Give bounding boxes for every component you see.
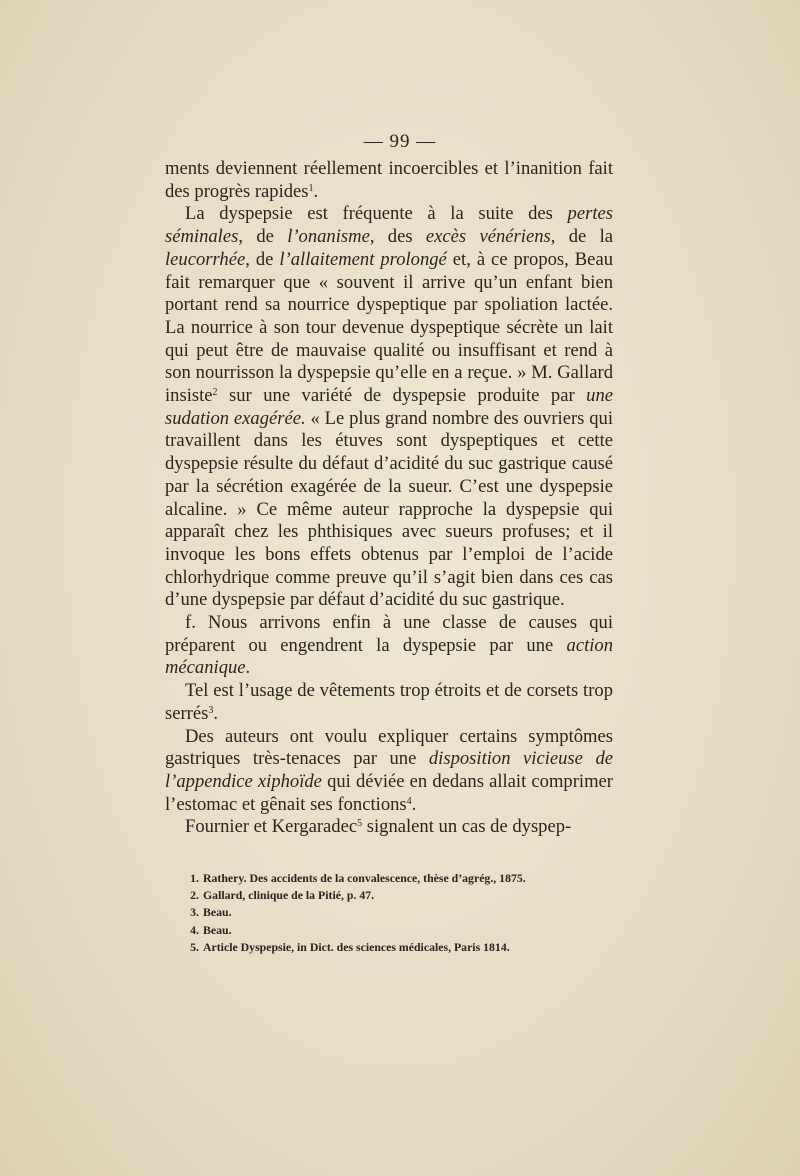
paragraph: [165, 680, 613, 725]
footnote-number: 3.: [190, 905, 199, 920]
text-run: Fournier et Kergaradec: [185, 816, 358, 838]
italic-term: l’onanisme: [287, 226, 370, 248]
paragraph: [165, 158, 613, 203]
footnote-number: 1.: [190, 871, 199, 885]
text-run: .: [411, 793, 417, 815]
text-run: .: [313, 180, 319, 202]
footnote-text: Article Dyspepsie, in Dict. des sciences médicales, Paris 1814.: [203, 939, 510, 954]
footnote-ref: 5: [357, 818, 363, 830]
footnote: [177, 887, 617, 904]
text-run: sur une variété de dyspepsie produite par: [217, 385, 587, 407]
footnote-text: Beau.: [203, 905, 232, 920]
text-run: signalent un cas de dyspep-: [362, 816, 572, 838]
text-run: , de: [245, 248, 280, 270]
italic-term: pertes séminales: [165, 203, 613, 248]
footnote-ref: 3: [208, 704, 214, 716]
text-run: , de: [238, 226, 288, 248]
italic-term: action mécanique: [165, 634, 613, 679]
italic-term: excès vénériens: [425, 226, 551, 248]
text-run: « Le plus grand nombre des ouvriers qui travaillent dans les étuves sont dyspeptiques et cette dyspepsie résulte du défaut d’acidité du suc gastrique causé par la sécrétion exagérée de la sueur. C’est une dyspepsie alcaline. » Ce même auteur rapproche la dyspepsie qui apparaît chez les phthisiques avec sueurs profuses; et il invoque les bons effets obtenus par l’emploi de l’acide chlorhydrique comme preuve qu’il s’agit bien dans ces cas d’une dyspepsie par défaut d’acidité du suc gastrique.: [165, 407, 613, 611]
footnote: [177, 870, 617, 887]
footnote-number: 2.: [190, 888, 199, 903]
footnote: [177, 904, 617, 921]
italic-term: leucorrhée: [165, 248, 246, 270]
footnote: [177, 939, 617, 956]
body-text: [165, 158, 613, 839]
text-run: .: [245, 657, 251, 679]
text-run: La dyspepsie est fréquente à la suite des: [185, 203, 568, 225]
footnote-ref: 2: [212, 387, 218, 399]
text-run: , des: [369, 226, 426, 248]
italic-term: l’allaitement prolongé: [279, 248, 447, 270]
footnote-text: Beau.: [203, 922, 232, 937]
footnote-text: Rathery. Des accidents de la convalescence, thèse d’agrég., 1875.: [203, 871, 526, 885]
paragraph: [165, 612, 613, 680]
text-run: ments deviennent réellement incoercibles et l’inanition fait des progrès rapides: [165, 158, 613, 202]
page-number: — 99 —: [363, 131, 437, 152]
text-run: .: [213, 702, 219, 724]
footnote-number: 4.: [190, 922, 199, 937]
text-run: et, à ce propos, Beau fait remarquer que « souvent il arrive qu’un enfant bien portant rend sa nourrice dyspeptique par spoliation lactée. La nourrice à son tour devenue dyspeptique sécrète un lait qui peut être de mauvaise qualité ou insuffisant et rend à son nourrisson la dyspepsie qu’elle en a reçue. » M. Gallard insiste: [165, 248, 613, 407]
footnote-ref: 1: [308, 182, 314, 194]
italic-term: une sudation exagérée.: [165, 385, 613, 429]
footnote: [177, 922, 617, 939]
paragraph: [165, 203, 613, 612]
text-run: f. Nous arrivons enfin à une classe de causes qui préparent ou engendrent la dyspepsie par une: [165, 612, 613, 656]
footnotes: [177, 870, 617, 956]
footnote-text: Gallard, clinique de la Pitié, p. 47.: [203, 888, 375, 903]
text-run: Tel est l’usage de vêtements trop étroits et de corsets trop serrés: [165, 680, 613, 724]
paragraph: [165, 816, 613, 839]
footnote-ref: 4: [406, 795, 412, 807]
text-run: , de la: [550, 226, 613, 248]
italic-term: disposition vicieuse de l’appendice xiphoïde: [165, 748, 613, 792]
text-run: Des auteurs ont voulu expliquer certains symptômes gastriques très-tenaces par une: [165, 725, 613, 770]
text-run: qui déviée en dedans allait comprimer l’estomac et gênait ses fonctions: [165, 770, 613, 815]
paragraph: [165, 726, 613, 817]
footnote-number: 5.: [190, 939, 199, 954]
